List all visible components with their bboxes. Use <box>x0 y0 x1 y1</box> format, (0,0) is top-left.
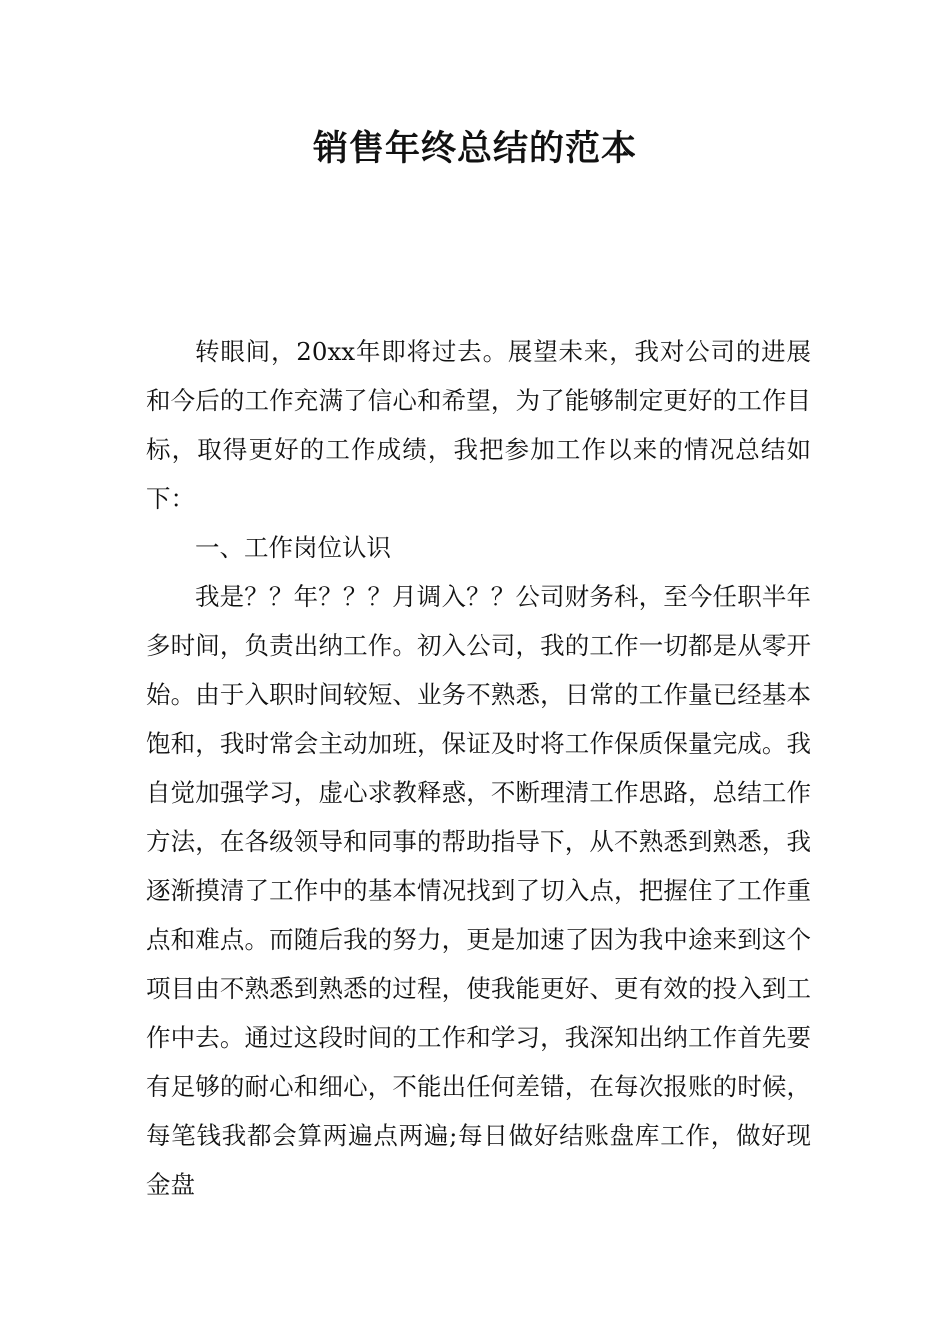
document-body <box>146 327 811 1209</box>
paragraph-body: 我是？？年？？？月调入？？公司财务科，至今任职半年多时间，负责出纳工作。初入公司，我的工作一切都是从零开始。由于入职时间较短、业务不熟悉，日常的工作量已经基本饱和，我时常会主动加班，保证及时将工作保质保量完成。我自觉加强学习，虚心求教释惑，不断理清工作思路，总结工作方法，在各级领导和同事的帮助指导下，从不熟悉到熟悉，我逐渐摸清了工作中的基本情况找到了切入点，把握住了工作重点和难点。而随后我的努力，更是加速了因为我中途来到这个项目由不熟悉到熟悉的过程，使我能更好、更有效的投入到工作中去。通过这段时间的工作和学习，我深知出纳工作首先要有足够的耐心和细心，不能出任何差错，在每次报账的时候，每笔钱我都会算两遍点两遍;每日做好结账盘库工作，做好现金盘 <box>146 582 811 1199</box>
document-title: 销售年终总结的范本 <box>312 129 637 169</box>
section-heading: 一、工作岗位认识 <box>195 533 391 562</box>
paragraph-intro: 转眼间，20xx年即将过去。展望未来，我对公司的进展和今后的工作充满了信心和希望，为了能够制定更好的工作目标，取得更好的工作成绩，我把参加工作以来的情况总结如下： <box>146 337 811 513</box>
